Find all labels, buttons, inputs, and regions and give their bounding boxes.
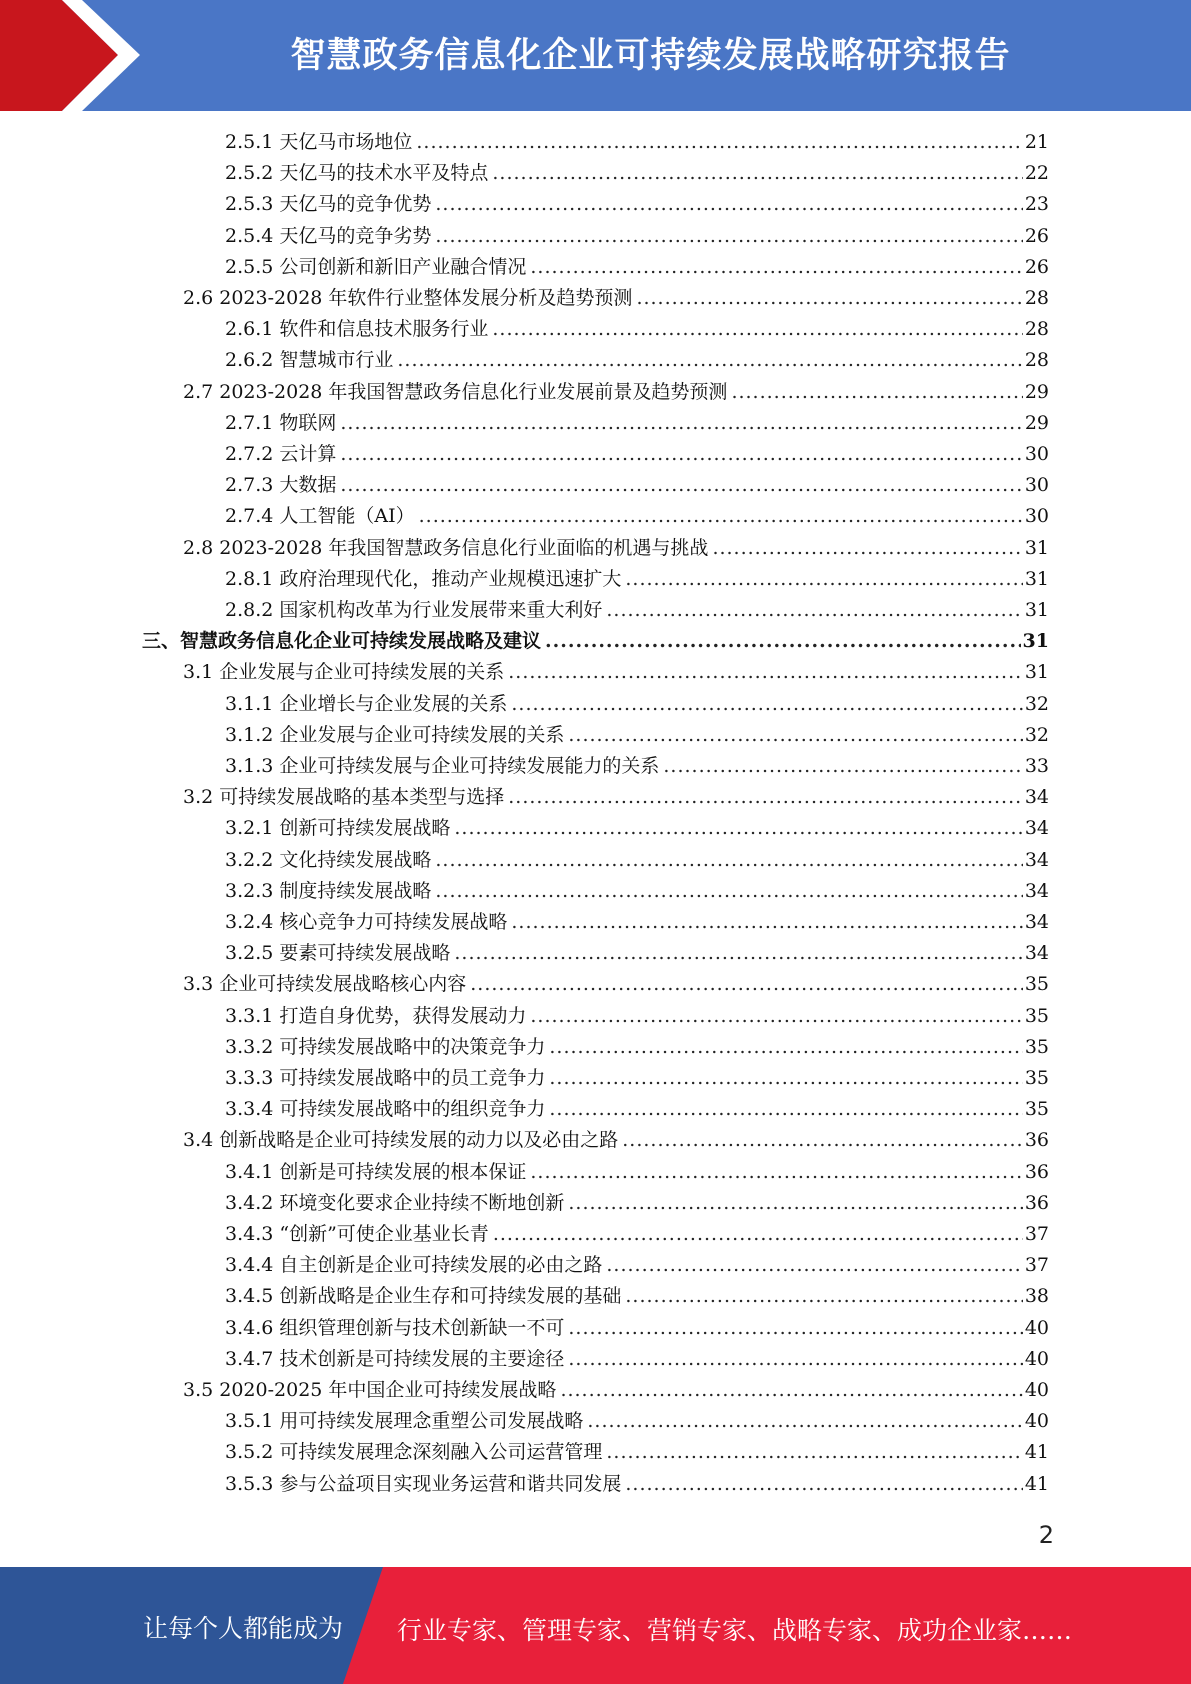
- toc-entry-label: 3.2.2 文化持续发展战略: [225, 848, 432, 871]
- toc-entry[interactable]: [225, 1344, 1049, 1374]
- toc-entry-label: 3.1.1 企业增长与企业发展的关系: [225, 692, 508, 715]
- toc-dot-leader: [511, 907, 1022, 937]
- toc-dot-leader: [492, 314, 1022, 344]
- toc-dot-leader: [663, 751, 1022, 781]
- toc-entry-label: 3.2.1 创新可持续发展战略: [225, 817, 451, 840]
- toc-entry[interactable]: [225, 1032, 1049, 1062]
- toc-dot-leader: [492, 158, 1022, 188]
- toc-entry[interactable]: [225, 221, 1049, 251]
- toc-entry-page: 31: [1022, 630, 1049, 653]
- toc-entry[interactable]: [183, 1125, 1049, 1155]
- toc-entry-label: 3.4.4 自主创新是企业可持续发展的必由之路: [225, 1254, 603, 1277]
- toc-dot-leader: [568, 1344, 1022, 1374]
- toc-entry-page: 31: [1024, 661, 1049, 684]
- toc-entry-label: 3.3.2 可持续发展战略中的决策竞争力: [225, 1035, 546, 1058]
- toc-entry-label: 3.5.2 可持续发展理念深刻融入公司运营管理: [225, 1441, 603, 1464]
- header-banner: [0, 0, 1191, 111]
- toc-entry[interactable]: [225, 470, 1049, 500]
- toc-entry[interactable]: [183, 283, 1049, 313]
- toc-entry-page: 30: [1024, 443, 1049, 465]
- toc-entry-page: 34: [1024, 942, 1049, 965]
- toc-entry-page: 36: [1024, 1160, 1049, 1183]
- toc-entry[interactable]: [225, 1281, 1049, 1311]
- toc-entry-label: 3.5.1 用可持续发展理念重塑公司发展战略: [225, 1410, 584, 1433]
- toc-dot-leader: [606, 1250, 1022, 1280]
- toc-entry-label: 3.2.4 核心竞争力可持续发展战略: [225, 911, 508, 933]
- toc-entry[interactable]: [225, 720, 1049, 750]
- toc-entry[interactable]: [183, 377, 1049, 407]
- toc-entry-page: 34: [1024, 786, 1049, 809]
- toc-dot-leader: [568, 1313, 1022, 1343]
- toc-dot-leader: [511, 689, 1022, 719]
- toc-entry-label: 3.4.6 组织管理创新与技术创新缺一不可: [225, 1316, 565, 1339]
- toc-entry[interactable]: [225, 689, 1049, 719]
- toc-entry-page: 40: [1024, 1410, 1049, 1433]
- toc-entry-label: 2.8.2 国家机构改革为行业发展带来重大利好: [225, 599, 603, 621]
- toc-dot-leader: [416, 127, 1022, 157]
- toc-entry-page: 26: [1024, 224, 1049, 247]
- toc-dot-leader: [508, 782, 1023, 812]
- toc-entry-label: 3.3 企业可持续发展战略核心内容: [183, 973, 467, 996]
- page-number: 2: [1038, 1521, 1054, 1549]
- toc-entry-label: 3.4.2 环境变化要求企业持续不断地创新: [225, 1191, 565, 1214]
- toc-entry-page: 36: [1024, 1191, 1049, 1214]
- toc-entry-label: 2.6 2023-2028 年软件行业整体发展分析及趋势预测: [183, 287, 633, 309]
- toc-entry-page: 32: [1024, 692, 1049, 715]
- toc-entry[interactable]: [225, 1063, 1049, 1093]
- toc-dot-leader: [340, 408, 1022, 438]
- toc-entry[interactable]: [225, 1437, 1049, 1467]
- toc-entry-label: 2.7.3 大数据: [225, 474, 337, 497]
- toc-entry-page: 28: [1024, 318, 1049, 341]
- toc-entry-page: 31: [1024, 599, 1049, 621]
- toc-entry-label: 3.2 可持续发展战略的基本类型与选择: [183, 786, 505, 809]
- toc-entry-page: 21: [1024, 131, 1049, 153]
- toc-entry[interactable]: [225, 1094, 1049, 1124]
- toc-entry-page: 36: [1024, 1129, 1049, 1152]
- toc-dot-leader: [435, 189, 1022, 219]
- toc-dot-leader: [568, 720, 1022, 750]
- toc-entry-page: 34: [1024, 911, 1049, 933]
- toc-dot-leader: [568, 1188, 1022, 1218]
- footer-slogan-left: 让每个人都能成为: [143, 1614, 344, 1643]
- toc-entry[interactable]: [225, 751, 1049, 781]
- toc-dot-leader: [493, 1219, 1023, 1249]
- toc-dot-leader: [530, 1157, 1022, 1187]
- toc-dot-leader: [606, 595, 1022, 625]
- toc-entry[interactable]: [225, 252, 1049, 282]
- toc-entry-page: 31: [1024, 567, 1049, 590]
- toc-entry-label: 3.3.1 打造自身优势，获得发展动力: [225, 1004, 527, 1027]
- toc-entry-label: 3.1 企业发展与企业可持续发展的关系: [183, 661, 505, 684]
- toc-entry-label: 3.2.3 制度持续发展战略: [225, 879, 432, 902]
- toc-entry-page: 28: [1024, 349, 1049, 372]
- toc-entry-page: 34: [1024, 848, 1049, 871]
- toc-dot-leader: [454, 938, 1022, 968]
- toc-entry[interactable]: [225, 564, 1049, 594]
- toc-entry[interactable]: [225, 439, 1049, 469]
- toc-dot-leader: [419, 501, 1023, 531]
- toc-entry-page: 35: [1024, 1098, 1049, 1121]
- toc-entry[interactable]: [225, 1469, 1049, 1499]
- toc-entry-label: 2.7.1 物联网: [225, 411, 337, 434]
- toc-entry[interactable]: [225, 1250, 1049, 1280]
- toc-entry-page: 31: [1024, 536, 1049, 559]
- toc-entry[interactable]: [225, 938, 1049, 968]
- toc-dot-leader: [606, 1437, 1022, 1467]
- toc-entry-label: 3.3.4 可持续发展战略中的组织竞争力: [225, 1098, 546, 1121]
- toc-entry-label: 3.3.3 可持续发展战略中的员工竞争力: [225, 1067, 546, 1089]
- toc-entry-page: 40: [1024, 1316, 1049, 1339]
- toc-entry-label: 3.4.7 技术创新是可持续发展的主要途径: [225, 1347, 565, 1370]
- toc-entry[interactable]: [225, 907, 1049, 937]
- toc-dot-leader: [530, 1001, 1022, 1031]
- toc-entry-page: 35: [1024, 1035, 1049, 1058]
- toc-entry-page: 30: [1024, 505, 1049, 528]
- toc-dot-leader: [560, 1375, 1022, 1405]
- toc-entry-label: 2.5.3 天亿马的竞争优势: [225, 193, 432, 216]
- toc-entry-label: 3.1.2 企业发展与企业可持续发展的关系: [225, 723, 565, 746]
- toc-entry-label: 2.6.2 智慧城市行业: [225, 349, 394, 372]
- toc-entry-label: 3.4.1 创新是可持续发展的根本保证: [225, 1160, 527, 1183]
- toc-entry[interactable]: [183, 1375, 1049, 1405]
- toc-entry-page: 32: [1024, 723, 1049, 746]
- toc-entry[interactable]: [225, 1188, 1049, 1218]
- toc-dot-leader: [587, 1406, 1022, 1436]
- toc-entry[interactable]: [225, 1157, 1049, 1187]
- toc-dot-leader: [549, 1063, 1022, 1093]
- toc-entry[interactable]: [225, 813, 1049, 843]
- toc-dot-leader: [470, 969, 1023, 999]
- toc-entry[interactable]: [225, 595, 1049, 625]
- toc-entry[interactable]: [142, 626, 1049, 656]
- toc-entry[interactable]: [225, 314, 1049, 344]
- toc-entry-page: 41: [1024, 1472, 1049, 1495]
- toc-entry[interactable]: [225, 876, 1049, 906]
- toc-entry[interactable]: [183, 969, 1049, 999]
- footer-banner: [0, 1567, 1191, 1684]
- toc-dot-leader: [397, 345, 1022, 375]
- toc-entry-page: 29: [1024, 380, 1049, 403]
- footer-slogan-right: 行业专家、管理专家、营销专家、战略专家、成功企业家……: [397, 1616, 1073, 1645]
- toc-entry-label: 2.5.2 天亿马的技术水平及特点: [225, 162, 489, 185]
- toc-entry-page: 40: [1024, 1347, 1049, 1370]
- toc-dot-leader: [625, 1469, 1022, 1499]
- toc-entry-page: 26: [1024, 255, 1049, 278]
- toc-entry-page: 22: [1024, 162, 1049, 185]
- toc-entry-page: 30: [1024, 474, 1049, 497]
- toc-entry-page: 35: [1024, 1067, 1049, 1089]
- toc-entry-label: 3.2.5 要素可持续发展战略: [225, 942, 451, 965]
- toc-entry-label: 2.5.5 公司创新和新旧产业融合情况: [225, 255, 527, 278]
- toc-entry[interactable]: [225, 345, 1049, 375]
- document-title: 智慧政务信息化企业可持续发展战略研究报告: [290, 36, 1011, 76]
- toc-entry-label: 2.7 2023-2028 年我国智慧政务信息化行业发展前景及趋势预测: [183, 380, 728, 403]
- toc-dot-leader: [549, 1032, 1022, 1062]
- toc-dot-leader: [636, 283, 1022, 313]
- toc-entry[interactable]: [225, 408, 1049, 438]
- toc-entry[interactable]: [225, 127, 1049, 157]
- toc-entry[interactable]: [225, 1001, 1049, 1031]
- toc-entry-page: 33: [1024, 755, 1049, 777]
- toc-dot-leader: [340, 439, 1022, 469]
- toc-entry[interactable]: [225, 1219, 1049, 1249]
- toc-entry-label: 3.4 创新战略是企业可持续发展的动力以及必由之路: [183, 1129, 619, 1152]
- toc-entry-label: 2.7.4 人工智能（AI）: [225, 505, 415, 528]
- toc-entry-page: 35: [1024, 973, 1049, 996]
- toc-dot-leader: [712, 533, 1022, 563]
- toc-entry-page: 28: [1024, 287, 1049, 309]
- toc-entry-label: 2.8 2023-2028 年我国智慧政务信息化行业面临的机遇与挑战: [183, 536, 709, 559]
- toc-entry-label: 2.5.1 天亿马市场地位: [225, 131, 413, 153]
- toc-entry[interactable]: [183, 533, 1049, 563]
- toc-entry-page: 40: [1024, 1379, 1049, 1401]
- toc-dot-leader: [340, 470, 1022, 500]
- toc-entry[interactable]: [183, 782, 1049, 812]
- toc-entry-page: 37: [1024, 1254, 1049, 1277]
- toc-entry-label: 2.6.1 软件和信息技术服务行业: [225, 318, 489, 341]
- toc-entry[interactable]: [225, 158, 1049, 188]
- toc-entry-page: 34: [1024, 879, 1049, 902]
- toc-entry-label: 3.5.3 参与公益项目实现业务运营和谐共同发展: [225, 1472, 622, 1495]
- toc-entry[interactable]: [225, 845, 1049, 875]
- toc-entry-label: 三、智慧政务信息化企业可持续发展战略及建议: [142, 630, 542, 653]
- toc-dot-leader: [545, 626, 1021, 656]
- toc-entry-page: 35: [1024, 1004, 1049, 1027]
- toc-dot-leader: [435, 876, 1022, 906]
- toc-entry[interactable]: [225, 189, 1049, 219]
- toc-entry[interactable]: [225, 501, 1049, 531]
- toc-entry-page: 37: [1024, 1223, 1049, 1245]
- toc-entry-label: 3.4.5 创新战略是企业生存和可持续发展的基础: [225, 1285, 622, 1308]
- toc-entry-label: 2.8.1 政府治理现代化，推动产业规模迅速扩大: [225, 567, 622, 590]
- toc-entry[interactable]: [225, 1313, 1049, 1343]
- toc-entry-page: 23: [1024, 193, 1049, 216]
- toc-dot-leader: [549, 1094, 1022, 1124]
- toc-entry[interactable]: [225, 1406, 1049, 1436]
- toc-entry-page: 41: [1024, 1441, 1049, 1464]
- toc-entry-label: 2.7.2 云计算: [225, 443, 337, 465]
- toc-entry-label: 2.5.4 天亿马的竞争劣势: [225, 224, 432, 247]
- toc-dot-leader: [731, 377, 1022, 407]
- toc-dot-leader: [508, 657, 1023, 687]
- toc-dot-leader: [530, 252, 1022, 282]
- toc-dot-leader: [454, 813, 1022, 843]
- toc-dot-leader: [625, 564, 1022, 594]
- toc-dot-leader: [435, 221, 1022, 251]
- toc-entry-page: 29: [1024, 411, 1049, 434]
- toc-entry-label: 3.4.3 “创新”可使企业基业长青: [225, 1223, 489, 1245]
- toc-entry-page: 34: [1024, 817, 1049, 840]
- toc-entry-page: 38: [1024, 1285, 1049, 1308]
- toc-dot-leader: [435, 845, 1022, 875]
- toc-entry-label: 3.5 2020-2025 年中国企业可持续发展战略: [183, 1379, 557, 1401]
- toc-dot-leader: [625, 1281, 1022, 1311]
- toc-dot-leader: [622, 1125, 1023, 1155]
- toc-entry-label: 3.1.3 企业可持续发展与企业可持续发展能力的关系: [225, 755, 660, 777]
- toc-entry[interactable]: [183, 657, 1049, 687]
